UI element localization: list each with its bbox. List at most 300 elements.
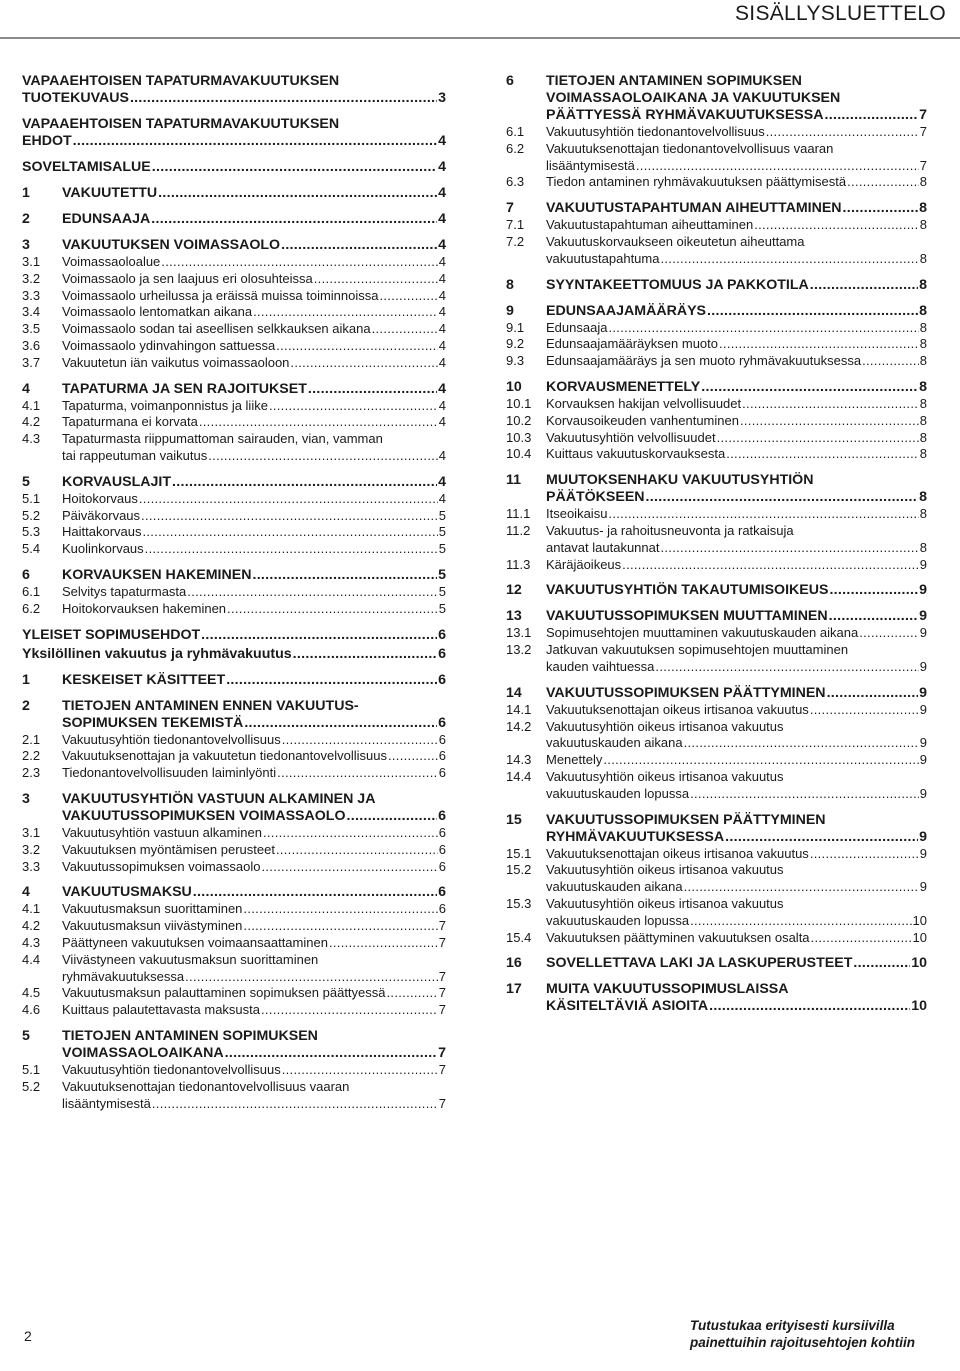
dot-leader <box>227 601 438 618</box>
toc-entry-title: VAKUUTUSYHTIÖN VASTUUN ALKAMINEN JA <box>62 790 376 807</box>
toc-entry <box>22 748 446 765</box>
toc-page-number: 6 <box>438 901 446 917</box>
dot-leader <box>293 646 437 663</box>
toc-entry-line <box>546 540 927 557</box>
dot-leader <box>388 748 438 765</box>
toc-entry-title: Vakuutusyhtiön oikeus irtisanoa vakuutus <box>546 895 784 911</box>
toc-page-number: 8 <box>919 336 927 352</box>
toc-entry-title: Edunsaajamääräys ja sen muoto ryhmävakuutuksessa <box>546 353 862 369</box>
toc-entry-title: Tiedonantovelvollisuuden laiminlyönti <box>62 765 277 781</box>
toc-entry-number: 15.1 <box>506 845 532 861</box>
toc-entry-line <box>546 719 927 736</box>
toc-page-number: 9 <box>919 785 927 801</box>
toc-entry-number: 7 <box>506 200 514 217</box>
toc-entry <box>506 981 927 1015</box>
toc-entry-number: 3 <box>22 790 30 807</box>
toc-entry-number: 15.2 <box>506 862 532 878</box>
toc-entry-line <box>546 523 927 540</box>
dot-leader <box>847 174 919 191</box>
toc-entry <box>506 523 927 557</box>
toc-entry-title: Tapaturmasta riippumattoman sairauden, vian, vamman <box>62 431 383 447</box>
toc-page-number: 7 <box>919 124 927 139</box>
toc-entry-number: 6.1 <box>506 124 525 139</box>
toc-page-number: 6 <box>438 748 446 764</box>
toc-entry <box>506 506 927 523</box>
toc-entry-number: 14.1 <box>506 701 532 717</box>
toc-entry-line <box>546 786 927 803</box>
toc-entry <box>22 524 446 541</box>
toc-entry-number: 5 <box>22 473 30 490</box>
toc-entry <box>506 73 927 124</box>
toc-entry-line <box>546 829 927 846</box>
toc-entry-line <box>546 141 927 158</box>
dot-leader <box>608 506 918 523</box>
toc-entry-line <box>62 859 446 876</box>
toc-entry-number: 11.3 <box>506 556 531 572</box>
toc-entry-title: EDUNSAAJAMÄÄRÄYS <box>546 302 707 319</box>
toc-entry <box>506 430 927 447</box>
toc-entry-title: Vakuutuksenottajan oikeus irtisanoa vakuutus <box>546 701 809 717</box>
toc-entry-line <box>62 901 446 918</box>
toc-page-number: 9 <box>919 845 927 861</box>
toc-entry <box>22 672 446 689</box>
toc-entry-line <box>62 1002 446 1019</box>
toc-entry <box>22 381 446 398</box>
toc-entry-number: 4.1 <box>22 397 41 413</box>
dot-leader <box>226 672 437 689</box>
toc-entry-number: 6 <box>22 566 30 583</box>
toc-entry-title: EHDOT <box>22 133 72 149</box>
dot-leader <box>277 765 438 782</box>
toc-page-number: 4 <box>438 321 446 337</box>
toc-page-number: 4 <box>438 287 446 303</box>
toc-entry <box>506 320 927 337</box>
toc-entry-title: Vakuutuksen päättyminen vakuutuksen osalta <box>546 929 810 945</box>
toc-page-number: 4 <box>438 254 446 269</box>
dot-leader <box>754 217 919 234</box>
toc-page-number: 9 <box>919 625 927 641</box>
dot-leader <box>636 158 919 175</box>
toc-entry-title: SOVELTAMISALUE <box>22 159 151 175</box>
toc-entry-number: 14.2 <box>506 718 532 734</box>
toc-entry <box>22 732 446 749</box>
toc-entry-number: 5 <box>22 1027 30 1044</box>
toc-entry-title: KÄSITELTÄVIÄ ASIOITA <box>546 998 709 1015</box>
toc-entry-title: Jatkuvan vakuutuksen sopimusehtojen muuttaminen <box>546 642 849 658</box>
toc-entry-number: 7.1 <box>506 217 525 233</box>
toc-page-number: 8 <box>919 378 927 395</box>
toc-page-number: 9 <box>919 608 927 625</box>
dot-leader <box>244 715 437 732</box>
toc-page-number: 6 <box>438 765 446 781</box>
dot-leader <box>660 251 918 268</box>
toc-entry-number: 3.1 <box>22 824 41 840</box>
toc-entry <box>22 1062 446 1079</box>
toc-entry-number: 8 <box>506 276 514 293</box>
toc-entry <box>22 985 446 1002</box>
toc-entry-line <box>62 431 446 448</box>
toc-entry-number: 11 <box>506 472 521 489</box>
toc-entry-line <box>546 336 927 353</box>
toc-entry-line <box>62 935 446 952</box>
toc-entry-title: SYYNTAKEETTOMUUS JA PAKKOTILA <box>546 276 809 293</box>
toc-entry-title: Vakuutus- ja rahoitusneuvonta ja ratkaisuja <box>546 522 794 538</box>
dot-leader <box>622 557 919 574</box>
toc-entry-line <box>546 582 927 599</box>
toc-entry <box>22 1079 446 1113</box>
toc-entry-number: 5.1 <box>22 1061 41 1077</box>
dot-leader <box>690 913 911 930</box>
toc-entry <box>22 271 446 288</box>
toc-entry-title: Vakuutuksen myöntämisen perusteet <box>62 841 275 857</box>
dot-leader <box>387 985 438 1002</box>
toc-entry-title: Vakuutuskorvaukseen oikeutetun aiheuttama <box>546 233 805 249</box>
dot-leader <box>329 935 438 952</box>
toc-entry-line <box>546 608 927 625</box>
toc-entry-title: vakuutuskauden lopussa <box>546 912 690 928</box>
toc-page-number: 9 <box>919 735 927 751</box>
toc-entry-line <box>22 627 446 644</box>
toc-page-number: 8 <box>919 353 927 369</box>
toc-entry-number: 3.7 <box>22 354 41 370</box>
toc-entry <box>506 955 927 972</box>
dot-leader <box>201 627 437 644</box>
dot-leader <box>372 321 438 338</box>
dot-leader <box>145 541 438 558</box>
toc-entry <box>22 698 446 732</box>
toc-entry-line <box>546 896 927 913</box>
page-number: 2 <box>24 1328 32 1344</box>
toc-entry-line <box>62 601 446 618</box>
toc-entry-number: 14.4 <box>506 768 532 784</box>
dot-leader <box>810 277 918 294</box>
toc-entry-line <box>546 90 927 107</box>
toc-entry-number: 13.2 <box>506 642 532 658</box>
toc-entry-title: VAKUUTETTU <box>62 185 158 201</box>
toc-page-number: 8 <box>919 446 927 462</box>
toc-entry-title: Vakuutusmaksun palauttaminen sopimuksen päättyessä <box>62 985 386 1001</box>
toc-entry-line <box>62 491 446 508</box>
toc-entry-number: 11.1 <box>506 506 531 522</box>
dot-leader <box>139 491 438 508</box>
header-divider <box>0 37 960 39</box>
toc-entry-number: 10 <box>506 378 522 395</box>
dot-leader <box>859 625 919 642</box>
toc-entry <box>506 141 927 175</box>
toc-entry-title: Hoitokorvaus <box>62 490 138 506</box>
dot-leader <box>73 133 437 150</box>
toc-entry-title: ryhmävakuutuksessa <box>62 968 185 984</box>
dot-leader <box>608 320 918 337</box>
toc-entry-title: Vakuutusyhtiön oikeus irtisanoa vakuutus <box>546 862 784 878</box>
toc-entry-title: KESKEISET KÄSITTEET <box>62 671 226 688</box>
toc-entry <box>22 211 446 228</box>
toc-entry-number: 4 <box>22 380 30 397</box>
toc-entry-line <box>62 765 446 782</box>
dot-leader <box>158 185 437 202</box>
dot-leader <box>742 396 919 413</box>
toc-page-number: 6 <box>438 841 446 857</box>
toc-entry-title: antavat lautakunnat <box>546 539 660 555</box>
toc-page-number: 8 <box>919 250 927 266</box>
toc-page-number: 8 <box>919 395 927 411</box>
toc-page-number: 10 <box>912 912 927 928</box>
toc-entry-number: 10.4 <box>506 446 532 462</box>
toc-entry-line <box>546 158 927 175</box>
footer-note-line: Tutustukaa erityisesti kursiivilla <box>690 1318 895 1333</box>
toc-entry-line <box>62 825 446 842</box>
toc-entry-line <box>546 379 927 396</box>
toc-entry-line <box>546 234 927 251</box>
toc-page-number: 6 <box>438 626 446 643</box>
toc-entry-title: KORVAUSMENETTELY <box>546 378 701 395</box>
toc-entry <box>22 321 446 338</box>
toc-entry <box>22 952 446 986</box>
toc-entry-line <box>62 254 446 271</box>
dot-leader <box>862 353 919 370</box>
toc-entry-line <box>62 448 446 465</box>
toc-entry-line <box>62 672 446 689</box>
toc-entry-line <box>62 808 446 825</box>
toc-entry-title: MUUTOKSENHAKU VAKUUTUSYHTIÖN <box>546 472 814 489</box>
toc-page-number: 8 <box>919 217 927 233</box>
toc-page-number: 6 <box>438 858 446 874</box>
toc-entry-number: 4.4 <box>22 951 41 967</box>
toc-entry-title: Käräjäoikeus <box>546 556 622 572</box>
toc-entry-line <box>62 918 446 935</box>
dot-leader <box>152 159 437 176</box>
toc-entry-number: 3.2 <box>22 841 41 857</box>
toc-entry-number: 13 <box>506 608 522 625</box>
toc-entry-title: Vakuutusyhtiön velvollisuudet <box>546 429 716 445</box>
toc-entry-line <box>546 702 927 719</box>
toc-entry-title: SOPIMUKSEN TEKEMISTÄ <box>62 714 244 731</box>
toc-page-number: 7 <box>438 985 446 1001</box>
footer-note <box>690 1317 930 1351</box>
toc-entry-line <box>62 508 446 525</box>
toc-entry-line <box>62 732 446 749</box>
toc-page-number: 6 <box>438 824 446 840</box>
dot-leader <box>811 930 912 947</box>
toc-page-number: 7 <box>919 157 927 173</box>
toc-entry <box>22 859 446 876</box>
toc-page-number: 9 <box>919 556 927 572</box>
toc-entry-line <box>546 73 927 90</box>
toc-entry-line <box>62 304 446 321</box>
dot-leader <box>829 608 918 625</box>
toc-entry-title: TIETOJEN ANTAMINEN SOPIMUKSEN <box>62 1027 318 1044</box>
toc-entry-number: 2 <box>22 697 30 714</box>
toc-entry-title: Itseoikaisu <box>546 506 608 522</box>
dot-leader <box>263 825 438 842</box>
toc-entry-title: Korvausoikeuden vanhentuminen <box>546 412 739 428</box>
toc-entry-title: Päättyneen vakuutuksen voimaansaattaminen <box>62 934 328 950</box>
toc-page-number: 7 <box>438 1095 446 1111</box>
toc-entry <box>22 431 446 465</box>
toc-entry <box>22 601 446 618</box>
toc-entry-line <box>62 185 446 202</box>
toc-entry-number: 3.3 <box>22 858 41 874</box>
toc-page-number: 4 <box>438 473 446 490</box>
toc-entry-number: 3.1 <box>22 254 41 269</box>
toc-entry-number: 4.3 <box>22 934 41 950</box>
toc-entry-title: VOIMASSAOLOAIKANA JA VAKUUTUKSEN <box>546 90 841 106</box>
toc-entry-number: 1 <box>22 671 30 688</box>
toc-page-number: 8 <box>919 489 927 506</box>
toc-entry-line <box>62 414 446 431</box>
toc-entry <box>22 627 446 644</box>
toc-entry <box>506 769 927 803</box>
toc-entry-title: kauden vaihtuessa <box>546 658 655 674</box>
toc-entry-title: Selvitys tapaturmasta <box>62 583 187 599</box>
toc-entry-number: 7.2 <box>506 233 525 249</box>
toc-entry <box>22 338 446 355</box>
toc-page-number: 4 <box>438 447 446 463</box>
toc-entry-number: 4.3 <box>22 431 41 447</box>
toc-entry-title: VAKUUTUSSOPIMUKSEN PÄÄTTYMINEN <box>546 811 826 828</box>
toc-entry-line <box>546 217 927 234</box>
toc-entry <box>506 719 927 753</box>
toc-entry-line <box>62 288 446 305</box>
toc-page-number: 4 <box>438 237 446 253</box>
toc-entry <box>506 582 927 599</box>
toc-entry-number: 3.2 <box>22 270 41 286</box>
dot-leader <box>709 998 910 1015</box>
toc-entry-line <box>546 846 927 863</box>
toc-entry-title: RYHMÄVAKUUTUKSESSA <box>546 828 725 845</box>
toc-entry <box>506 353 927 370</box>
toc-page-number: 6 <box>438 671 446 688</box>
toc-page-number: 8 <box>919 539 927 555</box>
toc-entry-number: 9 <box>506 302 514 319</box>
toc-page-number: 4 <box>438 270 446 286</box>
toc-entry-title: SOVELLETTAVA LAKI JA LASKUPERUSTEET <box>546 955 853 972</box>
toc-entry-line <box>546 489 927 506</box>
dot-leader <box>717 430 919 447</box>
toc-entry-number: 2.2 <box>22 748 41 764</box>
toc-page-number: 6 <box>438 645 446 662</box>
dot-leader <box>379 288 437 305</box>
dot-leader <box>810 846 919 863</box>
dot-leader <box>276 842 438 859</box>
toc-entry-line <box>546 769 927 786</box>
toc-entry-number: 10.1 <box>506 395 532 411</box>
dot-leader <box>130 90 437 107</box>
toc-entry-title: KORVAUSLAJIT <box>62 473 172 490</box>
toc-right-column <box>506 73 927 1015</box>
toc-entry <box>22 884 446 901</box>
toc-entry-title: Vakuutusyhtiön oikeus irtisanoa vakuutus <box>546 718 784 734</box>
toc-entry-line <box>62 541 446 558</box>
toc-entry-number: 6.2 <box>506 140 525 156</box>
toc-entry-line <box>62 698 446 715</box>
dot-leader <box>225 1045 438 1062</box>
toc-entry-line <box>546 124 927 141</box>
toc-page-number: 8 <box>919 506 927 522</box>
toc-page-number: 9 <box>919 752 927 768</box>
toc-page-number: 8 <box>919 276 927 293</box>
toc-page-number: 5 <box>438 541 446 557</box>
toc-entry-title: Vakuutusyhtiön tiedonantovelvollisuus <box>62 731 281 747</box>
toc-entry-title: lisääntymisestä <box>62 1095 151 1111</box>
toc-entry-title: PÄÄTTYESSÄ RYHMÄVAKUUTUKSESSA <box>546 107 824 123</box>
toc-entry <box>506 200 927 217</box>
toc-entry-title: Yksilöllinen vakuutus ja ryhmävakuutus <box>22 645 292 662</box>
toc-entry-title: Vakuutusmaksun suorittaminen <box>62 901 243 917</box>
toc-page-number: 4 <box>438 185 446 201</box>
toc-entry-title: TAPATURMA JA SEN RAJOITUKSET <box>62 380 307 397</box>
toc-entry-title: Kuittaus vakuutuskorvauksesta <box>546 446 726 462</box>
toc-page-number: 7 <box>438 918 446 934</box>
dot-leader <box>282 1062 438 1079</box>
toc-entry-line <box>62 791 446 808</box>
toc-entry <box>506 336 927 353</box>
page-title: SISÄLLYSLUETTELO <box>735 2 946 25</box>
toc-entry <box>22 541 446 558</box>
toc-entry-line <box>546 981 927 998</box>
toc-entry-line <box>546 396 927 413</box>
dot-leader <box>655 659 918 676</box>
toc-entry <box>22 185 446 202</box>
toc-entry-number: 4 <box>22 884 30 901</box>
toc-page-number: 7 <box>438 1044 446 1061</box>
toc-entry <box>506 608 927 625</box>
toc-page-number: 5 <box>438 524 446 540</box>
toc-entry-line <box>62 321 446 338</box>
toc-entry-number: 9.1 <box>506 319 525 335</box>
toc-entry-title: Vakuutuksenottajan tiedonantovelvollisuus vaaran <box>62 1078 350 1094</box>
dot-leader <box>161 254 437 271</box>
toc-entry-title: Vakuutusyhtiön tiedonantovelvollisuus <box>62 1061 281 1077</box>
toc-entry-number: 16 <box>506 955 522 972</box>
toc-entry-line <box>546 735 927 752</box>
toc-entry-number: 3.3 <box>22 287 41 303</box>
toc-entry-line <box>62 474 446 491</box>
toc-entry-line <box>62 271 446 288</box>
toc-entry <box>506 217 927 234</box>
toc-entry <box>506 413 927 430</box>
dot-leader <box>824 107 918 124</box>
toc-entry-line <box>546 472 927 489</box>
toc-entry-line <box>546 107 927 124</box>
toc-page-number: 4 <box>438 159 446 175</box>
dot-leader <box>193 884 437 901</box>
toc-entry-title: vakuutuskauden lopussa <box>546 785 690 801</box>
toc-entry-title: TIETOJEN ANTAMINEN ENNEN VAKUUTUS- <box>62 697 359 714</box>
toc-entry-number: 6.3 <box>506 174 525 190</box>
toc-entry-title: VOIMASSAOLOAIKANA <box>62 1044 224 1061</box>
dot-leader <box>684 735 919 752</box>
toc-page-number: 4 <box>438 414 446 430</box>
dot-leader <box>725 829 918 846</box>
toc-entry-line <box>62 1079 446 1096</box>
toc-entry-number: 13.1 <box>506 625 532 641</box>
toc-entry-title: Menettely <box>546 752 603 768</box>
toc-entry <box>506 446 927 463</box>
toc-entry-number: 2.3 <box>22 765 41 781</box>
toc-entry-title: Edunsaaja <box>546 319 608 335</box>
toc-entry-title: VAKUUTUSTAPAHTUMAN AIHEUTTAMINEN <box>546 200 842 217</box>
toc-entry <box>22 508 446 525</box>
toc-entry-line <box>62 398 446 415</box>
toc-entry-number: 3 <box>22 237 30 253</box>
toc-entry <box>506 396 927 413</box>
dot-leader <box>690 786 919 803</box>
dot-leader <box>281 237 437 254</box>
toc-entry-title: Voimassaolo sodan tai aseellisen selkkauksen aikana <box>62 321 371 337</box>
toc-entry-line <box>62 1045 446 1062</box>
toc-entry-line <box>546 642 927 659</box>
